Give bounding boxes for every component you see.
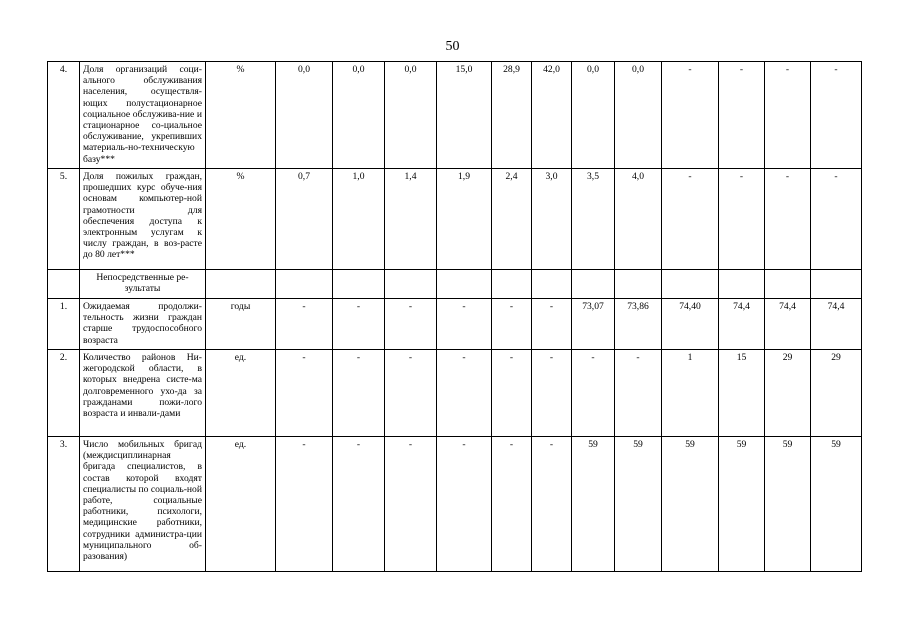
unit-cell: ед. — [206, 350, 276, 437]
empty-cell — [333, 270, 385, 299]
value-cell: - — [572, 350, 615, 437]
value-cell: 28,9 — [492, 62, 532, 169]
empty-cell — [615, 270, 662, 299]
page-number: 50 — [445, 39, 460, 54]
value-cell: 0,0 — [385, 62, 437, 169]
value-cell: 59 — [572, 437, 615, 572]
unit-cell: годы — [206, 299, 276, 350]
empty-cell — [48, 270, 80, 299]
value-cell: - — [662, 169, 719, 270]
value-cell: - — [333, 437, 385, 572]
value-cell: - — [662, 62, 719, 169]
value-cell: 0,7 — [276, 169, 333, 270]
indicator-name: Число мобильных бригад (междисциплинарная бригада специалистов, в состав которой входят специалисты по социаль-ной работе, социальные работники, психологи, медицинские работники, сотрудники администра-ции муниципального об-разования) — [80, 437, 206, 572]
value-cell: 74,40 — [662, 299, 719, 350]
value-cell: - — [333, 299, 385, 350]
value-cell: 1 — [662, 350, 719, 437]
value-cell: - — [719, 169, 765, 270]
value-cell: - — [437, 350, 492, 437]
value-cell: - — [437, 299, 492, 350]
empty-cell — [532, 270, 572, 299]
row-number: 4. — [48, 62, 80, 169]
value-cell: 4,0 — [615, 169, 662, 270]
unit-cell: % — [206, 169, 276, 270]
unit-cell: % — [206, 62, 276, 169]
value-cell: 42,0 — [532, 62, 572, 169]
value-cell: 0,0 — [615, 62, 662, 169]
table-row — [48, 62, 862, 169]
indicator-name: Количество районов Ни-жегородской области, в которых внедрена систе-ма долговременного ухо-да за гражданами пожи-лого возраста и инвали-дами — [80, 350, 206, 437]
indicator-name: Доля организаций соци-ального обслуживания населения, осуществля-ющих полустационарное социальное обслужива-ние и стационарное со-циальное обслуживание, укрепивших материаль-но-техническую базу*** — [80, 62, 206, 169]
value-cell: - — [765, 169, 811, 270]
indicators-table — [47, 61, 862, 572]
section-subheader: Непосредственные ре-зультаты — [80, 270, 206, 299]
value-cell: 29 — [765, 350, 811, 437]
value-cell: 1,9 — [437, 169, 492, 270]
table-row — [48, 169, 862, 270]
value-cell: 15 — [719, 350, 765, 437]
value-cell: - — [532, 437, 572, 572]
value-cell: 73,86 — [615, 299, 662, 350]
value-cell: - — [385, 350, 437, 437]
value-cell: 59 — [719, 437, 765, 572]
value-cell: 15,0 — [437, 62, 492, 169]
table-row — [48, 437, 862, 572]
empty-cell — [276, 270, 333, 299]
value-cell: - — [276, 437, 333, 572]
value-cell: - — [615, 350, 662, 437]
empty-cell — [662, 270, 719, 299]
value-cell: 59 — [765, 437, 811, 572]
value-cell: - — [811, 62, 862, 169]
value-cell: 1,4 — [385, 169, 437, 270]
value-cell: 74,4 — [811, 299, 862, 350]
value-cell: - — [811, 169, 862, 270]
value-cell: 0,0 — [276, 62, 333, 169]
value-cell: - — [385, 437, 437, 572]
subheader-row — [48, 270, 862, 299]
value-cell: 2,4 — [492, 169, 532, 270]
value-cell: 59 — [615, 437, 662, 572]
value-cell: - — [532, 299, 572, 350]
value-cell: - — [719, 62, 765, 169]
value-cell: 29 — [811, 350, 862, 437]
value-cell: 0,0 — [572, 62, 615, 169]
empty-cell — [492, 270, 532, 299]
table-row — [48, 350, 862, 437]
empty-cell — [385, 270, 437, 299]
row-number: 2. — [48, 350, 80, 437]
value-cell: - — [492, 437, 532, 572]
value-cell: 3,5 — [572, 169, 615, 270]
value-cell: 74,4 — [765, 299, 811, 350]
value-cell: - — [492, 299, 532, 350]
value-cell: 1,0 — [333, 169, 385, 270]
value-cell: - — [385, 299, 437, 350]
value-cell: - — [276, 350, 333, 437]
value-cell: - — [532, 350, 572, 437]
value-cell: - — [437, 437, 492, 572]
row-number: 3. — [48, 437, 80, 572]
empty-cell — [206, 270, 276, 299]
empty-cell — [765, 270, 811, 299]
value-cell: 3,0 — [532, 169, 572, 270]
empty-cell — [437, 270, 492, 299]
empty-cell — [572, 270, 615, 299]
value-cell: - — [333, 350, 385, 437]
value-cell: 73,07 — [572, 299, 615, 350]
value-cell: 74,4 — [719, 299, 765, 350]
empty-cell — [811, 270, 862, 299]
indicator-name: Доля пожилых граждан, прошедших курс обуче-ния основам компьютер-ной грамотности для обеспечения доступа к электронным услугам к числу граждан, в воз-расте до 80 лет*** — [80, 169, 206, 270]
row-number: 1. — [48, 299, 80, 350]
value-cell: - — [492, 350, 532, 437]
row-number: 5. — [48, 169, 80, 270]
value-cell: 0,0 — [333, 62, 385, 169]
unit-cell: ед. — [206, 437, 276, 572]
table-row — [48, 299, 862, 350]
value-cell: - — [765, 62, 811, 169]
value-cell: 59 — [662, 437, 719, 572]
empty-cell — [719, 270, 765, 299]
value-cell: 59 — [811, 437, 862, 572]
value-cell: - — [276, 299, 333, 350]
indicator-name: Ожидаемая продолжи-тельность жизни граждан старше трудоспособного возраста — [80, 299, 206, 350]
